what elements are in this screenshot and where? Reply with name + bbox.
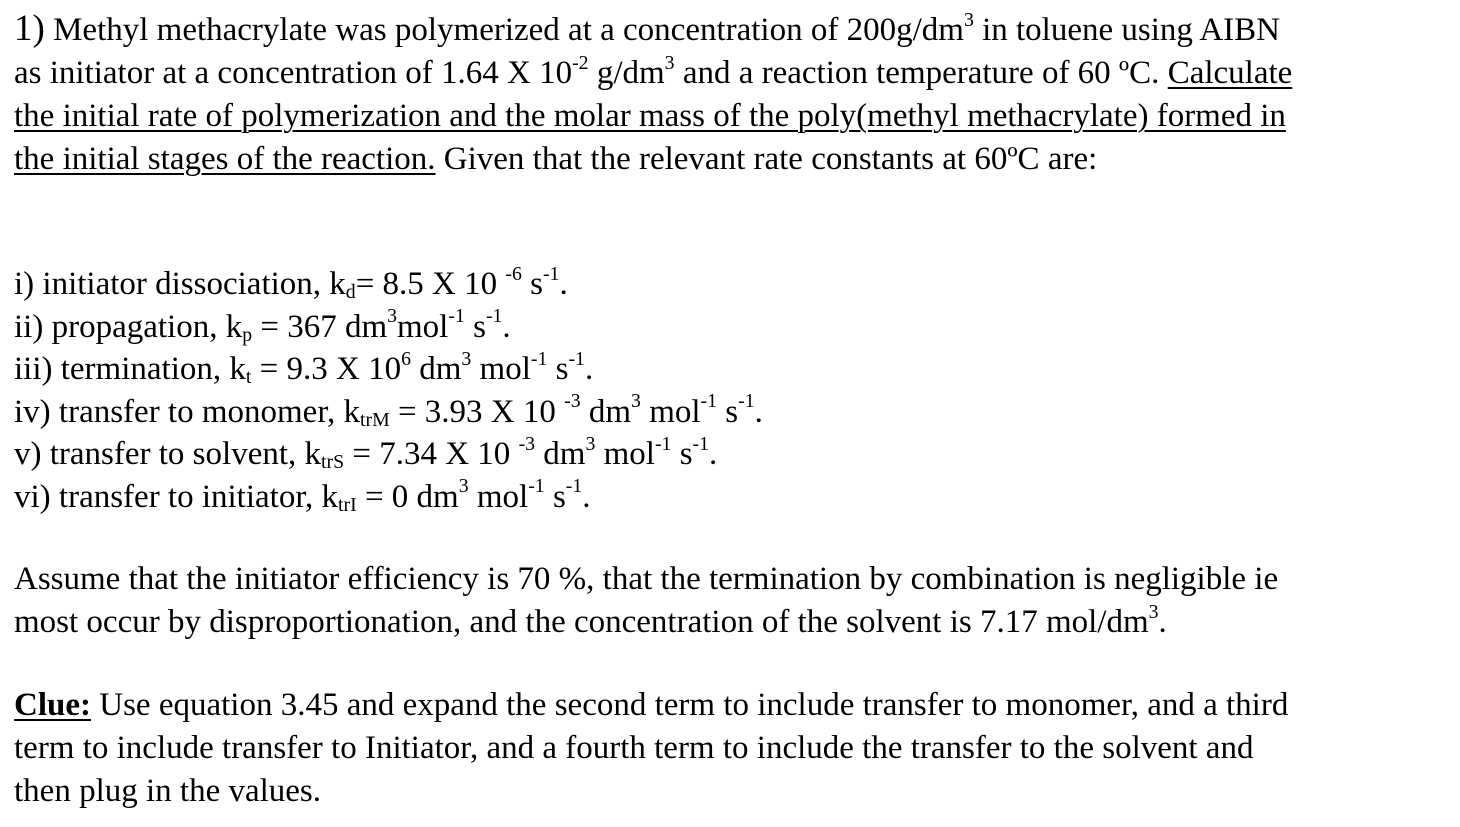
task-text-underlined: the initial stages of the reaction. bbox=[14, 141, 436, 177]
assumption-line-2 bbox=[14, 601, 1278, 644]
unit: dm bbox=[410, 351, 462, 387]
superscript: -1 bbox=[738, 390, 755, 413]
rate-constants-list bbox=[14, 263, 763, 518]
clue-label: Clue: bbox=[14, 687, 91, 723]
superscript: -3 bbox=[518, 432, 536, 455]
punctuation: . bbox=[1158, 604, 1167, 640]
superscript: -1 bbox=[485, 305, 503, 328]
unit: dm bbox=[580, 393, 632, 430]
superscript: 3 bbox=[458, 475, 469, 498]
task-text-underlined: the initial rate of polymerization and the molar mass of the poly(methyl methacrylate) formed in bbox=[14, 98, 1286, 134]
superscript: -1 bbox=[448, 305, 465, 328]
constant-value: = 7.34 X 10 bbox=[344, 436, 519, 472]
superscript: -1 bbox=[700, 390, 718, 413]
unit: mol bbox=[640, 393, 701, 430]
rate-constant-item bbox=[14, 306, 763, 349]
subscript: p bbox=[242, 323, 253, 346]
unit: s bbox=[521, 266, 543, 302]
superscript: -1 bbox=[654, 432, 672, 455]
constant-label: vi) transfer to initiator, k bbox=[14, 478, 339, 515]
unit: mol bbox=[397, 308, 449, 345]
assumption-paragraph bbox=[14, 558, 1278, 644]
rate-constant-item bbox=[14, 433, 763, 476]
constant-label: iv) transfer to monomer, k bbox=[14, 393, 361, 430]
clue-paragraph bbox=[14, 684, 1288, 813]
problem-number: 1) bbox=[14, 8, 45, 49]
unit: s bbox=[544, 478, 566, 515]
superscript: 3 bbox=[1148, 600, 1159, 623]
rate-constant-item bbox=[14, 391, 763, 434]
problem-line-1 bbox=[14, 7, 1292, 52]
subscript: trS bbox=[321, 451, 345, 474]
constant-value: = 0 dm bbox=[356, 478, 459, 515]
rate-constant-item bbox=[14, 476, 763, 519]
constant-value: = 9.3 X 10 bbox=[251, 351, 402, 387]
task-text-underlined: Calculate bbox=[1167, 55, 1293, 91]
subscript: trM bbox=[360, 408, 390, 431]
unit: s bbox=[547, 351, 569, 387]
unit: mol bbox=[468, 478, 529, 515]
constant-value: = 367 dm bbox=[252, 308, 388, 345]
unit: s bbox=[671, 436, 693, 472]
subscript: t bbox=[245, 366, 252, 389]
superscript: -1 bbox=[530, 347, 548, 370]
superscript: 3 bbox=[963, 8, 974, 31]
rate-constant-item bbox=[14, 348, 763, 391]
punctuation: . bbox=[502, 308, 511, 345]
problem-text: g/dm bbox=[588, 55, 665, 91]
constant-value: = 8.5 X 10 bbox=[355, 266, 506, 302]
constant-value: = 3.93 X 10 bbox=[389, 393, 565, 430]
unit: s bbox=[717, 393, 739, 430]
assumption-text: most occur by disproportionation, and the concentration of the solvent is 7.17 mol/dm bbox=[14, 604, 1149, 640]
problem-text: Given that the relevant rate constants at 60ºC are: bbox=[435, 141, 1098, 177]
superscript: 3 bbox=[585, 432, 596, 455]
constant-label: iii) termination, k bbox=[14, 351, 246, 387]
problem-line-4 bbox=[14, 138, 1292, 181]
punctuation: . bbox=[709, 436, 718, 472]
clue-line-3: then plug in the values. bbox=[14, 773, 322, 809]
superscript: 6 bbox=[401, 347, 411, 370]
punctuation: . bbox=[754, 393, 763, 430]
constant-label: i) initiator dissociation, k bbox=[14, 266, 346, 302]
problem-line-3 bbox=[14, 95, 1292, 138]
problem-text: as initiator at a concentration of 1.64 X 10 bbox=[14, 55, 573, 91]
unit: s bbox=[464, 308, 486, 345]
superscript: 3 bbox=[631, 390, 641, 413]
subscript: trI bbox=[338, 493, 357, 516]
punctuation: . bbox=[559, 266, 568, 302]
clue-text: Use equation 3.45 and expand the second term to include transfer to monomer, and a third bbox=[91, 687, 1289, 723]
problem-line-2 bbox=[14, 52, 1292, 95]
superscript: -1 bbox=[528, 475, 545, 498]
superscript: -1 bbox=[692, 432, 710, 455]
superscript: -6 bbox=[505, 262, 522, 285]
constant-label: ii) propagation, k bbox=[14, 308, 243, 345]
assumption-line-1: Assume that the initiator efficiency is 70 %, that the termination by combination is negligible ie bbox=[14, 561, 1279, 597]
problem-text: in toluene using AIBN bbox=[973, 12, 1280, 48]
problem-text: Methyl methacrylate was polymerized at a concentration of 200g/dm bbox=[53, 12, 964, 48]
superscript: 3 bbox=[387, 305, 398, 328]
punctuation: . bbox=[584, 351, 594, 387]
subscript: d bbox=[345, 281, 356, 304]
superscript: -3 bbox=[564, 390, 581, 413]
superscript: -1 bbox=[565, 475, 583, 498]
clue-line-1 bbox=[14, 684, 1288, 727]
unit: mol bbox=[595, 436, 655, 472]
clue-line-2: term to include transfer to Initiator, and a fourth term to include the transfer to the solvent and bbox=[14, 730, 1254, 766]
constant-label: v) transfer to solvent, k bbox=[14, 436, 322, 472]
superscript: -1 bbox=[542, 262, 560, 285]
rate-constant-item bbox=[14, 263, 763, 306]
superscript: -1 bbox=[568, 347, 585, 370]
superscript: -2 bbox=[572, 51, 589, 74]
unit: mol bbox=[471, 351, 531, 387]
problem-text: and a reaction temperature of 60 ºC. bbox=[674, 55, 1168, 91]
superscript: 3 bbox=[461, 347, 472, 370]
problem-statement bbox=[14, 7, 1292, 181]
superscript: 3 bbox=[664, 51, 675, 74]
punctuation: . bbox=[582, 478, 591, 515]
unit: dm bbox=[535, 436, 586, 472]
